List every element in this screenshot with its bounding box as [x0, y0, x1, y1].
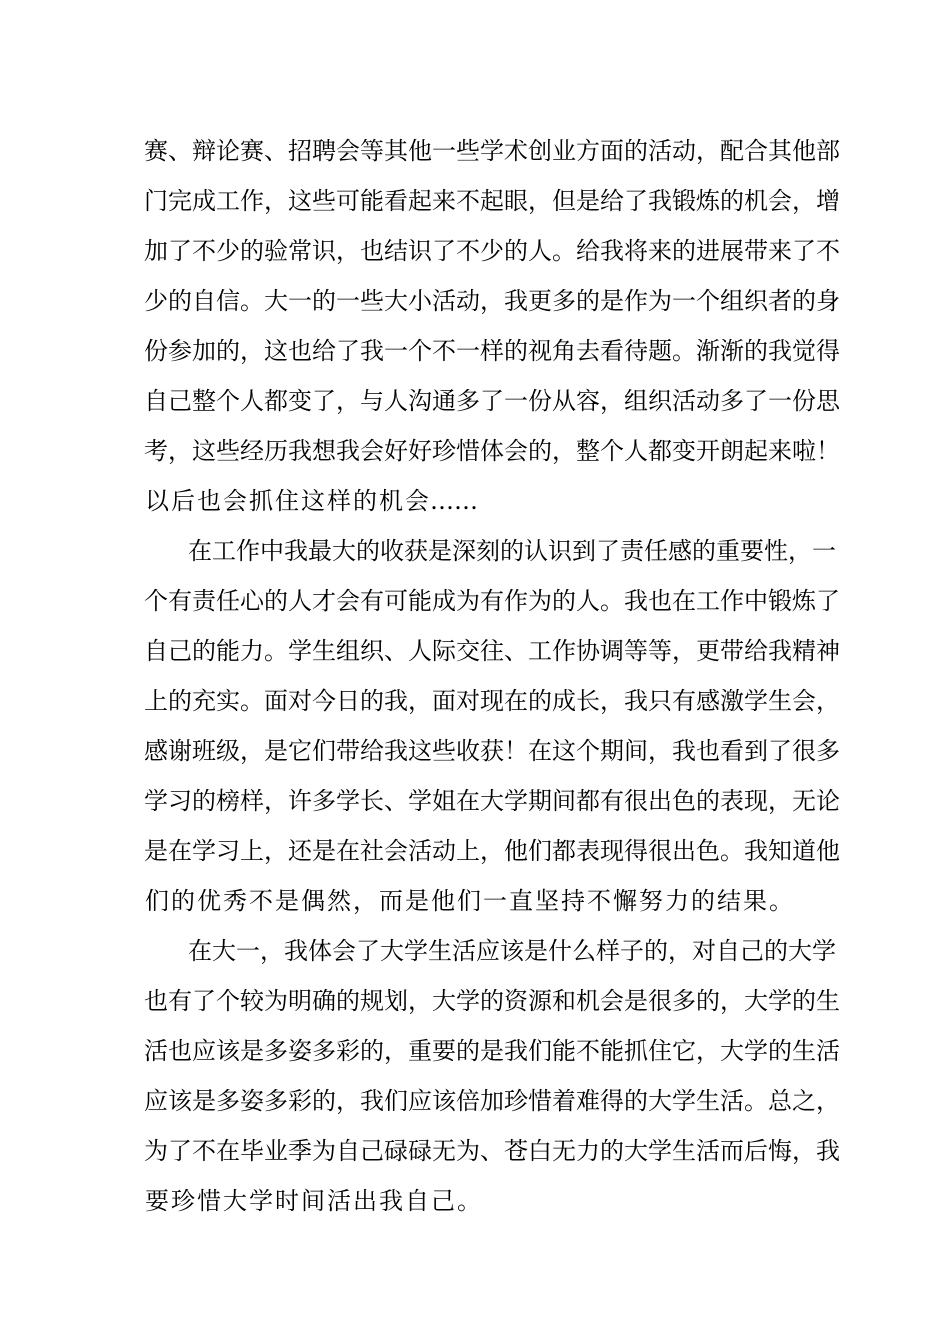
text-line: 考 ， 这 些 经 历 我 想 我 会 好 好 珍 惜 体 会 的 ， 整 个 人 都 变 开 朗 起 来 啦 ！: [144, 437, 840, 465]
text-line: 是 在 学 习 上 ， 还 是 在 社 会 活 动 上 ， 他 们 都 表 现 得 很 出 色 。 我 知 道 他: [144, 837, 840, 865]
text-line: 加 了 不 少 的 验 常 识 ， 也 结 识 了 不 少 的 人 。 给 我 将 来 的 进 展 带 来 了 不: [144, 237, 840, 265]
text-line: 赛 、 辩 论 赛 、 招 聘 会 等 其 他 一 些 学 术 创 业 方 面 的 活 动 ， 配 合 其 他 部: [144, 137, 840, 165]
text-line: 以 后 也 会 抓 住 这 样 的 机 会 … …: [145, 487, 478, 515]
text-line: 在 大 一 ， 我 体 会 了 大 学 生 活 应 该 是 什 么 样 子 的 ， 对 自 己 的 大 学: [188, 937, 836, 965]
text-line: 少 的 自 信 。 大 一 的 一 些 大 小 活 动 ， 我 更 多 的 是 作 为 一 个 组 织 者 的 身: [144, 287, 840, 315]
paragraph: [144, 526, 840, 926]
text-line: 门 完 成 工 作 ， 这 些 可 能 看 起 来 不 起 眼 ， 但 是 给 了 我 锻 炼 的 机 会 ， 增: [144, 187, 840, 215]
text-line: 学 习 的 榜 样 ， 许 多 学 长 、 学 姐 在 大 学 期 间 都 有 很 出 色 的 表 现 ， 无 论: [144, 787, 840, 815]
paragraph: [144, 126, 840, 526]
text-line: 感 谢 班 级 ， 是 它 们 带 给 我 这 些 收 获 ！ 在 这 个 期 间 ， 我 也 看 到 了 很 多: [144, 737, 840, 765]
paragraph: [144, 926, 840, 1226]
text-line: 为 了 不 在 毕 业 季 为 自 己 碌 碌 无 为 、 苍 白 无 力 的 大 学 生 活 而 后 悔 ， 我: [144, 1137, 840, 1165]
text-line: 要 珍 惜 大 学 时 间 活 出 我 自 己 。: [145, 1187, 481, 1215]
text-line: 在 工 作 中 我 最 大 的 收 获 是 深 刻 的 认 识 到 了 责 任 感 的 重 要 性 ， 一: [188, 537, 836, 565]
text-line: 份 参 加 的 ， 这 也 给 了 我 一 个 不 一 样 的 视 角 去 看 待 题 。 渐 渐 的 我 觉 得: [144, 337, 840, 365]
text-line: 应 该 是 多 姿 多 彩 的 ， 我 们 应 该 倍 加 珍 惜 着 难 得 的 大 学 生 活 。 总 之 ，: [144, 1087, 840, 1115]
text-line: 们 的 优 秀 不 是 偶 然 ， 而 是 他 们 一 直 坚 持 不 懈 努 力 的 结 果 。: [145, 887, 793, 915]
text-line: 上 的 充 实 。 面 对 今 日 的 我 ， 面 对 现 在 的 成 长 ， 我 只 有 感 激 学 生 会 ，: [144, 687, 840, 715]
text-line: 自 己 整 个 人 都 变 了 ， 与 人 沟 通 多 了 一 份 从 容 ， 组 织 活 动 多 了 一 份 思: [144, 387, 840, 415]
text-line: 也 有 了 个 较 为 明 确 的 规 划 ， 大 学 的 资 源 和 机 会 是 很 多 的 ， 大 学 的 生: [144, 987, 840, 1015]
text-line: 活 也 应 该 是 多 姿 多 彩 的 ， 重 要 的 是 我 们 能 不 能 抓 住 它 ， 大 学 的 生 活: [144, 1037, 840, 1065]
text-line: 自 己 的 能 力 。 学 生 组 织 、 人 际 交 往 、 工 作 协 调 等 等 ， 更 带 给 我 精 神: [144, 637, 840, 665]
document-body: [144, 126, 840, 1226]
text-line: 个 有 责 任 心 的 人 才 会 有 可 能 成 为 有 作 为 的 人 。 我 也 在 工 作 中 锻 炼 了: [144, 587, 840, 615]
